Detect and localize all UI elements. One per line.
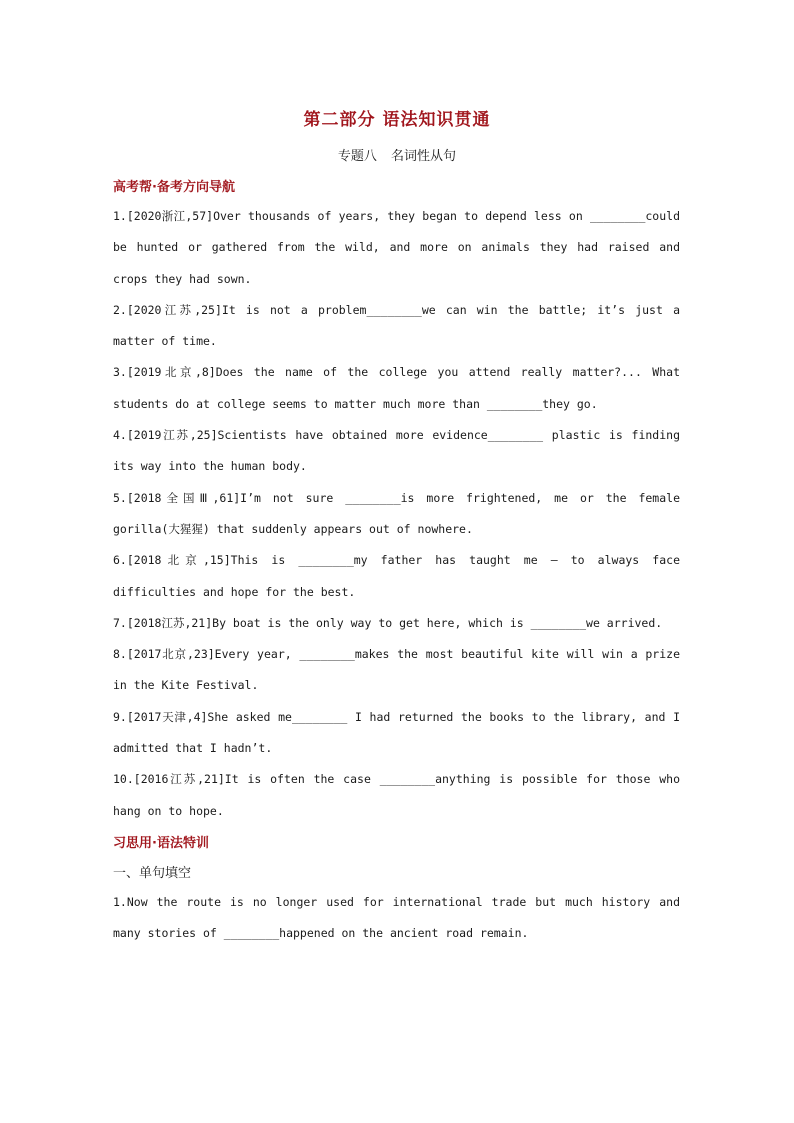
page-subtitle: 专题八 名词性从句 <box>337 149 457 164</box>
question-item: 4.[2019江苏,25]Scientists have obtained more evidence________ plastic is finding its way into the human body. <box>113 428 680 474</box>
question-item: 6.[2018北京,15]This is ________my father has taught me — to always face difficulties and hope for the best. <box>113 553 680 599</box>
exam-question-list <box>113 201 680 827</box>
question-item: 3.[2019北京,8]Does the name of the college you attend really matter?... What students do at college seems to matter much more than ________they go. <box>113 365 680 411</box>
page-title: 第二部分 语法知识贯通 <box>303 110 491 130</box>
question-item: 2.[2020江苏,25]It is not a problem________we can win the battle; it’s just a matter of time. <box>113 302 680 349</box>
section-heading-exam-guide: 高考帮·备考方向导航 <box>113 180 235 195</box>
part-heading-fill-blank: 一、单句填空 <box>113 866 192 881</box>
section-heading-grammar-practice: 习思用·语法特训 <box>113 836 209 851</box>
practice-item: 1.Now the route is no longer used for international trade but much history and many stories of ________happened on the ancient road remain. <box>113 895 680 941</box>
question-item: 8.[2017北京,23]Every year, ________makes the most beautiful kite will win a prize in the Kite Festival. <box>113 647 680 693</box>
practice-question-list <box>113 887 680 950</box>
question-item: 10.[2016江苏,21]It is often the case ________anything is possible for those who hang on to hope. <box>113 772 680 818</box>
question-item: 9.[2017天津,4]She asked me________ I had returned the books to the library, and I admitted that I hadn’t. <box>113 709 680 756</box>
question-item: 7.[2018江苏,21]By boat is the only way to get here, which is ________we arrived. <box>113 615 663 630</box>
question-item: 5.[2018全国Ⅲ,61]I’m not sure ________is more frightened, me or the female gorilla(大猩猩) that suddenly appears out of nowhere. <box>113 490 680 536</box>
question-item: 1.[2020浙江,57]Over thousands of years, they began to depend less on ________could be hunted or gathered from the wild, and more on animals they had raised and crops they had sown. <box>113 209 680 286</box>
